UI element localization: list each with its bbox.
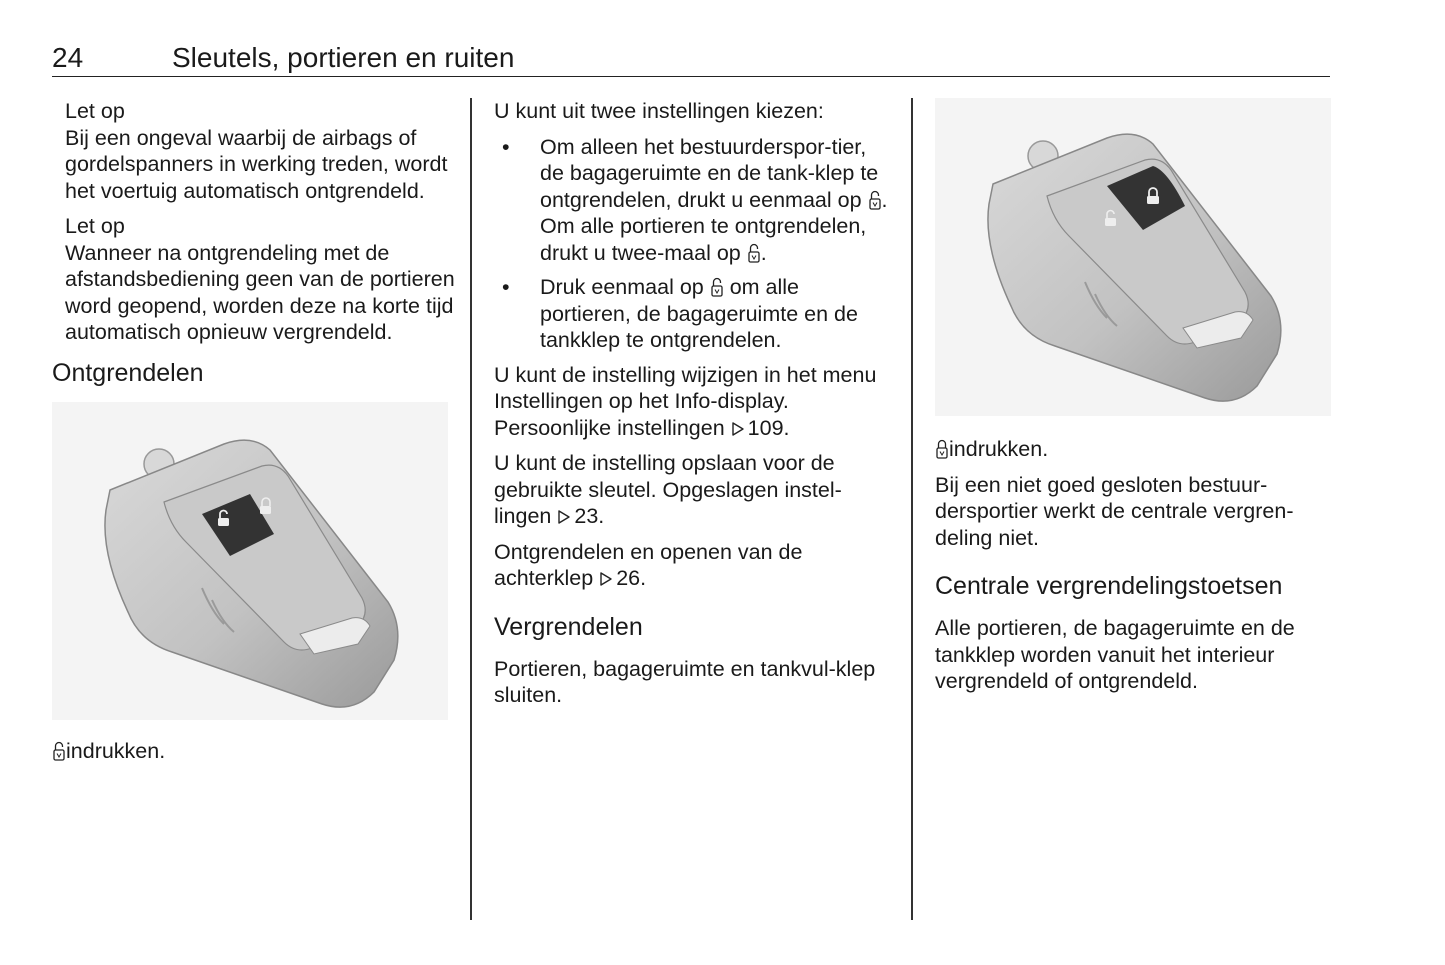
paragraph: Ontgrendelen en openen van de achterklep 26. [494, 539, 803, 590]
section-title-ontgrendelen: Ontgrendelen [52, 358, 204, 387]
lock-key-icon [936, 439, 948, 459]
paragraph: U kunt de instelling opslaan voor de gebruikte sleutel. Opgeslagen instel-lingen 23. [494, 451, 842, 528]
paragraph: Alle portieren, de bagageruimte en de tankklep worden vanuit het interieur vergrendeld of ontgrendeld. [935, 616, 1295, 693]
reference-arrow-icon [731, 421, 745, 437]
section-title-centrale-vergrendeling: Centrale vergrendelingstoetsen [935, 572, 1283, 600]
caption-left: indrukken. [52, 738, 457, 765]
note-heading: Let op [65, 214, 125, 238]
page-reference-link[interactable]: 26. [616, 566, 647, 590]
page-title: Sleutels, portieren en ruiten [172, 42, 515, 73]
column-middle [494, 98, 894, 718]
key-fob-illustration-lock [935, 98, 1331, 416]
paragraph: Bij een niet goed gesloten bestuur-dersportier werkt de centrale vergren-deling niet. [935, 472, 1294, 550]
caption-right: indrukken. [935, 436, 1335, 463]
section-title-vergrendelen: Vergrendelen [494, 612, 643, 641]
paragraph: U kunt de instelling wijzigen in het menu Instellingen op het Info-display. Persoonlijke instellingen 109. [494, 362, 877, 440]
bullet: • [502, 134, 510, 159]
reference-arrow-icon [599, 571, 613, 587]
page-reference-link[interactable]: 23. [574, 504, 605, 528]
column-right [935, 98, 1335, 704]
column-left [52, 98, 457, 773]
option-list [494, 134, 894, 354]
note-box [52, 213, 457, 346]
page-header [52, 40, 1330, 77]
page-reference-link[interactable]: 109. [747, 415, 790, 440]
unlock-key-icon [869, 190, 881, 210]
unlock-key-icon [748, 243, 760, 263]
note-heading: Let op [65, 99, 125, 123]
list-item: • Om alleen het bestuurderspor-tier, de bagageruimte en de tank-klep te ontgrendelen, drukt u eenmaal op . Om alle portieren te ontgrendelen, drukt u twee-maal op . [502, 134, 888, 265]
reference-arrow-icon [557, 509, 571, 525]
note-box [52, 98, 457, 204]
note-text: Bij een ongeval waarbij de airbags of gordelspanners in werking treden, wordt het voertuig automatisch ontgrendeld. [65, 125, 448, 203]
list-item: • Druk eenmaal op om alle portieren, de bagageruimte en de tankklep te ontgrendelen. [502, 275, 858, 352]
note-text: Wanneer na ontgrendeling met de afstandsbediening geen van de portieren word geopend, worden deze na korte tijd automatisch opnieuw vergrendeld. [65, 240, 455, 344]
unlock-key-icon [711, 277, 723, 297]
column-divider-left [470, 98, 472, 920]
paragraph: Portieren, bagageruimte en tankvul-klep sluiten. [494, 656, 876, 707]
column-divider-right [911, 98, 913, 920]
key-fob-illustration-unlock [52, 402, 448, 720]
bullet: • [502, 275, 510, 299]
intro-text: U kunt uit twee instellingen kiezen: [494, 99, 824, 123]
unlock-key-icon [53, 741, 65, 761]
page-number: 24 [52, 42, 84, 73]
